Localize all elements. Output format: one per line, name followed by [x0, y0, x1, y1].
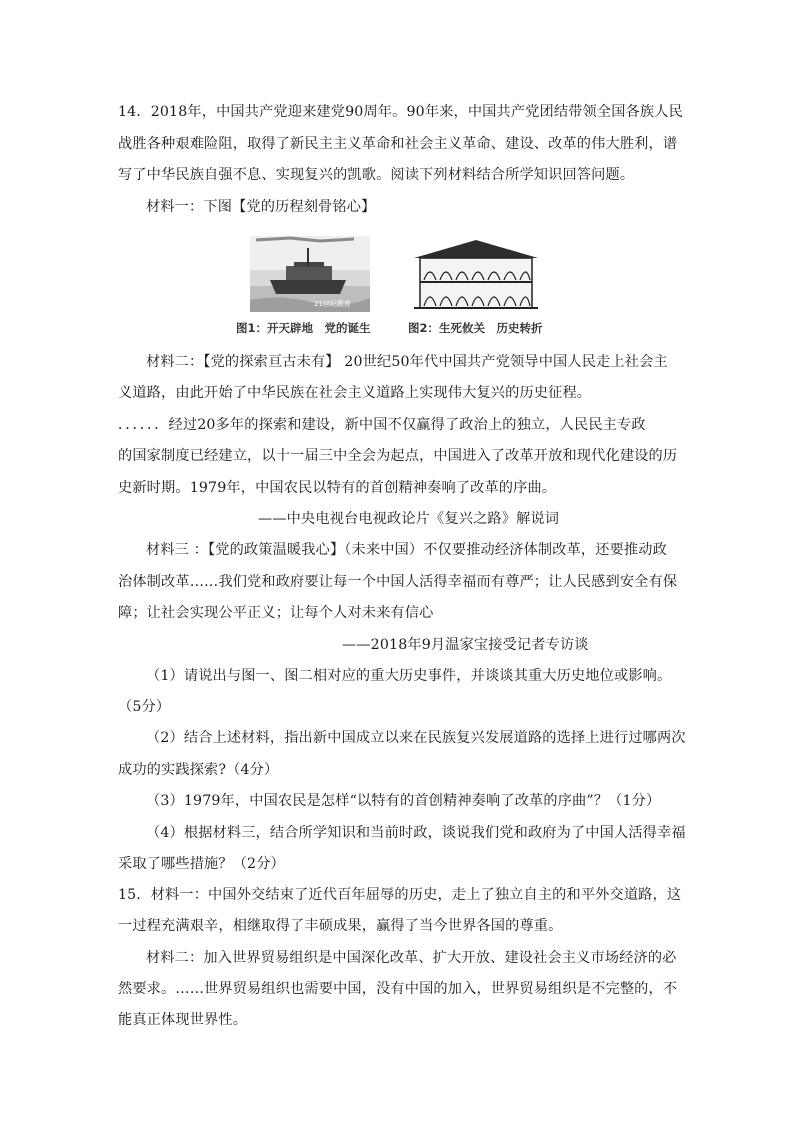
q15-material-2-line-2: 然要求。……世界贸易组织也需要中国，没有中国的加入，世界贸易组织是不完整的，不 — [118, 981, 678, 997]
q14-intro-line-3: 写了中华民族自强不息、实现复兴的凯歌。阅读下列材料结合所学知识回答问题。 — [118, 167, 635, 183]
q14-material-3-line-2: 治体制改革……我们党和政府要让每一个中国人活得幸福而有尊严；让人民感到安全有保 — [118, 574, 678, 590]
q14-material-3-line-3: 障；让社会实现公平正义；让每个人对未来有信心 — [118, 605, 434, 621]
q14-material-3-line-1: 材料三 ：【党的政策温暖我心】（未来中国）不仅要推动经济体制改革，还要推动政 — [146, 542, 667, 558]
figure-2-caption: 图2：生死攸关 历史转折 — [408, 321, 543, 335]
q14-intro-line-2: 战胜各种艰难险阻，取得了新民主主义革命和社会主义革命、建设、改革的伟大胜利，谱 — [118, 136, 678, 152]
q14-material-2-source: ——中央电视台电视政论片《复兴之路》解说词 — [258, 511, 560, 527]
zunyi-building-drawing — [406, 236, 546, 312]
figure-group — [236, 232, 576, 342]
watermark: 21世纪教育 — [314, 300, 351, 308]
q14-material-2-line-2: 义道路，由此开始了中华民族在社会主义道路上实现伟大复兴的历史征程。 — [118, 385, 592, 401]
q14-material-2-line-3: ．．．．．．经过20多年的探索和建设，新中国不仅赢得了政治上的独立，人民民主专政 — [118, 417, 646, 433]
q14-question-4-cont: 采取了哪些措施？（2分） — [118, 856, 285, 872]
q14-material-3-source: ——2018年9月温家宝接受记者专访谈 — [342, 637, 589, 653]
q14-question-2-cont: 成功的实践探索?（4分） — [118, 762, 279, 778]
q14-material-2-line-5: 史新时期。1979年，中国农民以特有的首创精神奏响了改革的序曲。 — [118, 480, 557, 496]
q14-material-2-line-4: 的国家制度已经建立，以十一届三中全会为起点，中国进入了改革开放和现代化建设的历 — [118, 448, 678, 464]
q14-question-3: （3）1979年，中国农民是怎样“以特有的首创精神奏响了改革的序曲”？（1分） — [146, 793, 661, 809]
q14-material-2-line-1: 材料二：【党的探索亘古未有】 20世纪50年代中国共产党领导中国人民走上社会主 — [146, 354, 668, 370]
q14-question-4: （4）根据材料三，结合所学知识和当前时政，谈说我们党和政府为了中国人活得幸福 — [146, 825, 686, 841]
q14-material-1: 材料一：下图【党的历程刻骨铭心】 — [146, 199, 376, 215]
q14-question-1: （1）请说出与图一、图二相对应的重大历史事件，并谈谈其重大历史地位或影响。 — [146, 668, 672, 684]
q14-intro-line-1: 14．2018年，中国共产党迎来建党90周年。90年来，中国共产党团结带领全国各族人民 — [118, 104, 683, 120]
figure-1-caption: 图1：开天辟地 党的诞生 — [236, 321, 371, 335]
q15-material-2-line-3: 能真正体现世界性。 — [118, 1012, 248, 1028]
red-boat-photo — [250, 236, 370, 312]
q14-question-2: （2）结合上述材料，指出新中国成立以来在民族复兴发展道路的选择上进行过哪两次 — [146, 730, 686, 746]
q14-question-1-score: （5分） — [118, 699, 171, 715]
q15-material-2-line-1: 材料二：加入世界贸易组织是中国深化改革、扩大开放、建设社会主义市场经济的必 — [146, 950, 677, 966]
q15-material-1-line-2: 一过程充满艰辛，相继取得了丰硕成果，赢得了当今世界各国的尊重。 — [118, 918, 563, 934]
q15-material-1-line-1: 15．材料一：中国外交结束了近代百年屈辱的历史，走上了独立自主的和平外交道路，这 — [118, 887, 682, 903]
